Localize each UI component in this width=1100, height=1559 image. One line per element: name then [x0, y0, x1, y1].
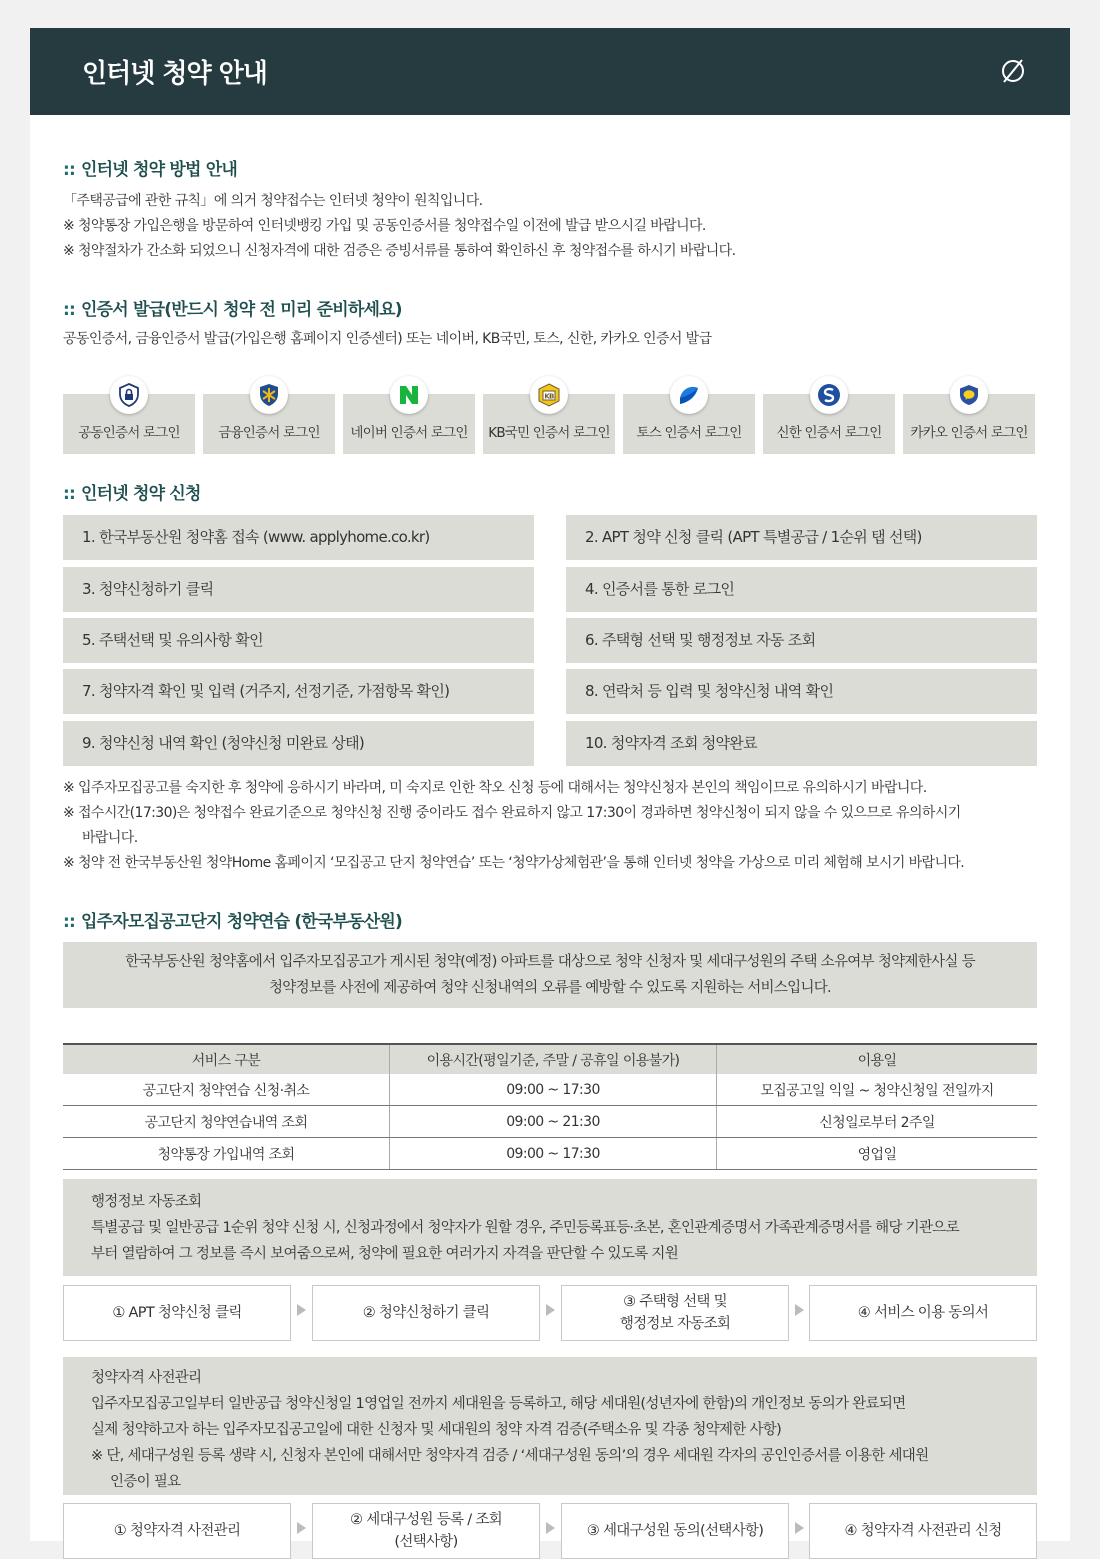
cert-label: 토스 인증서 로그인	[636, 425, 742, 441]
close-icon[interactable]	[1000, 58, 1026, 84]
cert-login-button-kakao[interactable]	[903, 394, 1035, 454]
apply-step: 3. 청약신청하기 클릭	[63, 567, 534, 612]
arrow-right-icon	[546, 1522, 555, 1534]
admin-info-line: 특별공급 및 일반공급 1순위 청약 신청 시, 신청과정에서 청약자가 원할 경우, 주민등록표등·초본, 혼인관계증명서 가족관계증명서를 해당 기관으로	[91, 1220, 959, 1236]
cert-label: KB국민 인증서 로그인	[488, 425, 610, 441]
kakao-icon	[950, 376, 988, 414]
apply-step: 6. 주택형 선택 및 행정정보 자동 조회	[566, 618, 1037, 663]
cert-login-button-naver[interactable]	[343, 394, 475, 454]
table-header-row	[63, 1044, 1037, 1074]
table-cell: 모집공고일 익일 ~ 청약신청일 전일까지	[717, 1074, 1038, 1106]
apply-note-2: ※ 접수시간(17:30)은 청약접수 완료기준으로 청약신청 진행 중이라도 접수 완료하지 않고 17:30이 경과하면 청약신청이 되지 않을 수 있으므로 유의하시기	[63, 805, 961, 821]
section-dots: ::	[63, 484, 75, 504]
cert-description: 공동인증서, 금융인증서 발급(가입은행 홈페이지 인증센터) 또는 네이버, KB국민, 토스, 신한, 카카오 인증서 발급	[63, 331, 712, 347]
section-title-apply	[63, 479, 201, 504]
admin-info-title: 행정정보 자동조회	[91, 1194, 202, 1210]
section-title-method	[63, 155, 237, 180]
qualification-flow-step	[561, 1503, 789, 1559]
qualification-info-box	[63, 1357, 1037, 1495]
practice-intro-line: 청약정보를 사전에 제공하여 청약 신청내역의 오류를 예방할 수 있도록 지원하는 서비스입니다.	[269, 980, 831, 996]
apply-step: 5. 주택선택 및 유의사항 확인	[63, 618, 534, 663]
kb-icon	[530, 376, 568, 414]
apply-step: 9. 청약신청 내역 확인 (청약신청 미완료 상태)	[63, 721, 534, 766]
header-bar	[30, 28, 1070, 115]
apply-step: 4. 인증서를 통한 로그인	[566, 567, 1037, 612]
guide-panel	[30, 28, 1070, 1550]
cert-login-button-kb[interactable]	[483, 394, 615, 454]
cert-label: 신한 인증서 로그인	[776, 425, 882, 441]
flow-step-label: ② 청약신청하기 클릭	[362, 1305, 490, 1321]
admin-flow	[63, 1285, 1037, 1341]
table-row	[63, 1106, 1037, 1138]
qualification-flow-step	[63, 1503, 291, 1559]
table-row	[63, 1138, 1037, 1170]
table-cell: 신청일로부터 2주일	[717, 1106, 1038, 1138]
table-cell: 공고단지 청약연습내역 조회	[63, 1106, 390, 1138]
flow-step-label: (선택사항)	[394, 1534, 458, 1550]
qualification-info-line: 인증이 필요	[110, 1474, 181, 1490]
bank-shield-icon	[250, 376, 288, 414]
table-cell: 공고단지 청약연습 신청·취소	[63, 1074, 390, 1106]
method-line-2: ※ 청약통장 가입은행을 방문하여 인터넷뱅킹 가입 및 공동인증서를 청약접수일 이전에 발급 받으시길 바랍니다.	[63, 218, 706, 234]
section-dots: ::	[63, 912, 75, 932]
table-cell: 영업일	[717, 1138, 1038, 1170]
arrow-right-icon	[546, 1304, 555, 1316]
practice-intro-line: 한국부동산원 청약홈에서 입주자모집공고가 게시된 청약(예정) 아파트를 대상으로 청약 신청자 및 세대구성원의 주택 소유여부 청약제한사실 등	[125, 954, 975, 970]
apply-step: 1. 한국부동산원 청약홈 접속 (www. applyhome.co.kr)	[63, 515, 534, 560]
arrow-right-icon	[795, 1304, 804, 1316]
section-dots: ::	[63, 160, 75, 180]
apply-step: 8. 연락처 등 입력 및 청약신청 내역 확인	[566, 669, 1037, 714]
svg-text:KB: KB	[544, 392, 554, 401]
qualification-flow-step	[312, 1503, 540, 1559]
arrow-right-icon	[795, 1522, 804, 1534]
admin-flow-step	[312, 1285, 540, 1341]
qualification-info-line: ※ 단, 세대구성원 등록 생략 시, 신청자 본인에 대해서만 청약자격 검증 / ‘세대구성원 동의’의 경우 세대원 각자의 공인인증서를 이용한 세대원	[91, 1448, 929, 1464]
method-line-3: ※ 청약절차가 간소화 되었으니 신청자격에 대한 검증은 증빙서류를 통하여 확인하신 후 청약접수를 하시기 바랍니다.	[63, 243, 736, 259]
table-row	[63, 1074, 1037, 1106]
arrow-right-icon	[297, 1304, 306, 1316]
flow-step-label: 행정정보 자동조회	[619, 1316, 731, 1332]
qualification-flow	[63, 1503, 1037, 1559]
table-cell: 청약통장 가입내역 조회	[63, 1138, 390, 1170]
flow-step-label: ② 세대구성원 등록 / 조회	[350, 1512, 502, 1528]
qualification-info-line: 실제 청약하고자 하는 입주자모집공고일에 대한 신청자 및 세대원의 청약 자격 검증(주택소유 및 각종 청약제한 사항)	[91, 1422, 782, 1438]
cert-login-button-toss[interactable]	[623, 394, 755, 454]
method-line-1: 「주택공급에 관한 규칙」에 의거 청약접수는 인터넷 청약이 원칙입니다.	[63, 193, 483, 209]
section-title-cert	[63, 295, 402, 320]
section-title-text: 인터넷 청약 신청	[81, 484, 201, 504]
apply-step: 10. 청약자격 조회 청약완료	[566, 721, 1037, 766]
cert-login-button-finance[interactable]	[203, 394, 335, 454]
apply-note-3: ※ 청약 전 한국부동산원 청약Home 홈페이지 ‘모집공고 단지 청약연습’ 또는 ‘청약가상체험관’을 통해 인터넷 청약을 가상으로 미리 체험해 보시기 바랍니다.	[63, 855, 965, 871]
admin-flow-step	[63, 1285, 291, 1341]
section-title-text: 인터넷 청약 방법 안내	[81, 160, 237, 180]
cert-login-button-shinhan[interactable]	[763, 394, 895, 454]
qualification-info-line: 입주자모집공고일부터 일반공급 청약신청일 1영업일 전까지 세대원을 등록하고, 해당 세대원(성년자에 한함)의 개인정보 동의가 완료되면	[91, 1396, 906, 1412]
section-title-text: 인증서 발급(반드시 청약 전 미리 준비하세요)	[81, 300, 402, 320]
apply-note-1: ※ 입주자모집공고를 숙지한 후 청약에 응하시기 바라며, 미 숙지로 인한 착오 신청 등에 대해서는 청약신청자 본인의 책임이므로 유의하시기 바랍니다.	[63, 780, 927, 796]
flow-step-label: ④ 서비스 이용 동의서	[857, 1305, 989, 1321]
cert-label: 공동인증서 로그인	[78, 425, 180, 441]
apply-step: 7. 청약자격 확인 및 입력 (거주지, 선정기준, 가점항목 확인)	[63, 669, 534, 714]
cert-label: 카카오 인증서 로그인	[910, 425, 1028, 441]
table-cell: 09:00 ~ 17:30	[390, 1074, 717, 1106]
qualification-flow-step	[809, 1503, 1037, 1559]
cert-login-list	[63, 378, 1037, 440]
shinhan-icon	[810, 376, 848, 414]
admin-flow-step	[561, 1285, 789, 1341]
flow-step-label: ① 청약자격 사전관리	[113, 1523, 241, 1539]
naver-n-icon	[390, 376, 428, 414]
section-title-practice	[63, 907, 402, 932]
service-table	[63, 1043, 1037, 1170]
cert-login-button-joint[interactable]	[63, 394, 195, 454]
flow-step-label: ③ 주택형 선택 및	[623, 1294, 727, 1310]
admin-info-line: 부터 열람하여 그 정보를 즉시 보여줌으로써, 청약에 필요한 여러가지 자격을 판단할 수 있도록 지원	[91, 1246, 679, 1262]
practice-intro-box	[63, 942, 1037, 1008]
table-cell: 09:00 ~ 21:30	[390, 1106, 717, 1138]
toss-icon	[670, 376, 708, 414]
cert-label: 금융인증서 로그인	[218, 425, 320, 441]
admin-info-box	[63, 1179, 1037, 1276]
admin-flow-step	[809, 1285, 1037, 1341]
table-header-cell: 이용시간(평일기준, 주말 / 공휴일 이용불가)	[390, 1044, 717, 1074]
section-dots: ::	[63, 300, 75, 320]
table-cell: 09:00 ~ 17:30	[390, 1138, 717, 1170]
page-title: 인터넷 청약 안내	[82, 59, 267, 89]
flow-step-label: ④ 청약자격 사전관리 신청	[844, 1523, 1002, 1539]
apply-step: 2. APT 청약 신청 클릭 (APT 특별공급 / 1순위 탭 선택)	[566, 515, 1037, 560]
flow-step-label: ① APT 청약신청 클릭	[112, 1305, 242, 1321]
lock-shield-icon	[110, 376, 148, 414]
flow-step-label: ③ 세대구성원 동의(선택사항)	[586, 1523, 764, 1539]
apply-note-2-cont: 바랍니다.	[82, 830, 138, 846]
qualification-info-title: 청약자격 사전관리	[91, 1370, 202, 1386]
arrow-right-icon	[297, 1522, 306, 1534]
cert-label: 네이버 인증서 로그인	[350, 425, 468, 441]
table-header-cell: 이용일	[717, 1044, 1038, 1074]
section-title-text: 입주자모집공고단지 청약연습 (한국부동산원)	[81, 912, 402, 932]
table-header-cell: 서비스 구분	[63, 1044, 390, 1074]
